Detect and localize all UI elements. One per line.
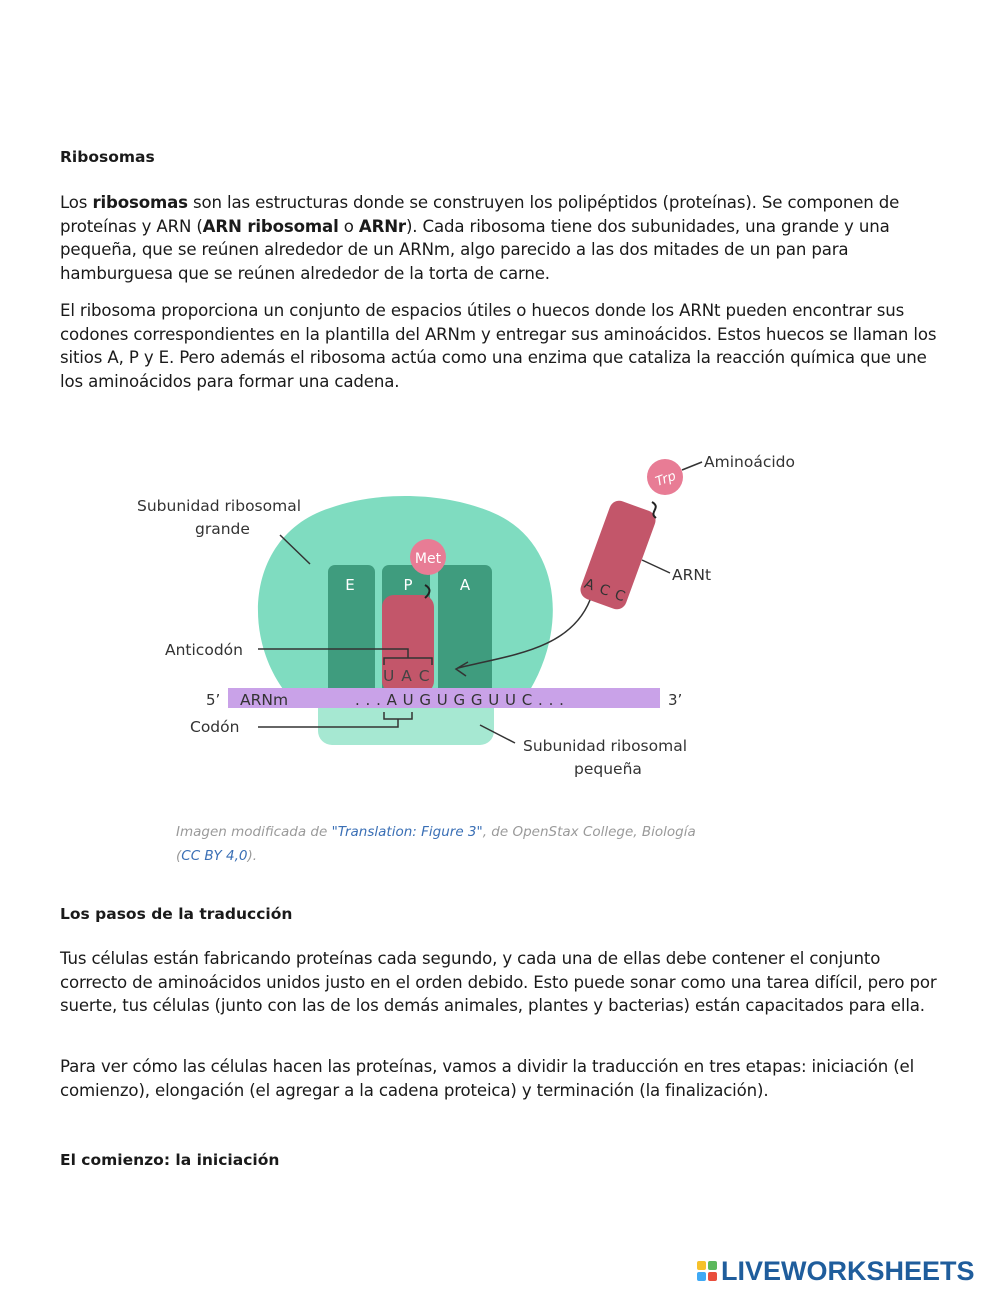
logo-text: LIVEWORKSHEETS: [721, 1255, 975, 1286]
site-e-label: E: [345, 576, 355, 594]
mrna-label: ARNm: [240, 691, 289, 709]
logo-mark-icon: [697, 1261, 717, 1281]
anticodon-label: Anticodón: [165, 641, 243, 659]
trna-label: ARNt: [672, 566, 712, 584]
caption-source-link[interactable]: "Translation: Figure 3": [331, 824, 483, 840]
incoming-anticodon: A C C: [582, 575, 628, 606]
amino-pointer: [682, 462, 702, 470]
large-subunit-label-line2: grande: [195, 520, 250, 538]
met-label: Met: [414, 551, 442, 567]
section-title-translation-steps: Los pasos de la traducción: [60, 905, 293, 923]
amino-label: Aminoácido: [704, 453, 795, 471]
codon-label: Codón: [190, 718, 240, 736]
large-subunit-label-line1: Subunidad ribosomal: [137, 497, 302, 515]
caption-license-link[interactable]: CC BY 4,0: [181, 848, 248, 864]
trna-pointer: [642, 560, 670, 573]
figure-caption: Imagen modificada de "Translation: Figure 3", de OpenStax College, Biología (CC BY 4,0).: [176, 824, 696, 864]
three-prime-label: 3’: [668, 691, 683, 709]
incoming-trna: [578, 498, 659, 612]
section-title-ribosomas: Ribosomas: [60, 148, 155, 166]
small-subunit-label-line1: Subunidad ribosomal: [523, 737, 688, 755]
ribosome-diagram: [120, 440, 840, 800]
small-subunit-label-line2: pequeña: [574, 760, 642, 778]
paragraph-translation-intro: Tus células están fabricando proteínas cada segundo, y cada una de ellas debe contener el conjunto correcto de aminoácidos unidos justo en el orden debido. Esto puede sonar como una tarea difícil, pero por suerte, tus células (junto con las de los demás animales, plantes y bacterias) están capacitados para ella.: [60, 949, 937, 1015]
five-prime-label: 5’: [206, 691, 221, 709]
section-title-initiation: El comienzo: la iniciación: [60, 1151, 280, 1169]
liveworksheets-logo: [697, 1253, 975, 1289]
anticodon-bound-text: U A C: [383, 667, 431, 685]
mrna-sequence: . . . A U G U G G U U C . . .: [355, 691, 565, 709]
site-p-label: P: [403, 576, 413, 594]
trp-label: Trp: [653, 468, 679, 490]
paragraph-ribosomes-definition: Los ribosomas son las estructuras donde se construyen los polipéptidos (proteínas). Se componen de proteínas y ARN (ARN ribosomal o ARNr). Cada ribosoma tiene dos subunidades, una grande y una pequeña, que se reúnen alrededor de un ARNm, algo parecido a las dos mitades de un pan para hamburguesa que se reúnen alrededor de la torta de carne.: [60, 193, 900, 283]
paragraph-ribosome-sites: El ribosoma proporciona un conjunto de espacios útiles o huecos donde los ARNt pueden encontrar sus codones correspondientes en la plantilla del ARNm y entregar sus aminoácidos. Estos huecos se llaman los sitios A, P y E. Pero además el ribosoma actúa como una enzima que cataliza la reacción química que une los aminoácidos para formar una cadena.: [60, 301, 937, 391]
paragraph-translation-stages: Para ver cómo las células hacen las proteínas, vamos a dividir la traducción en tres etapas: iniciación (el comienzo), elongación (el agregar a la cadena proteica) y terminación (la finalización).: [60, 1057, 915, 1100]
site-a-label: A: [459, 576, 471, 594]
